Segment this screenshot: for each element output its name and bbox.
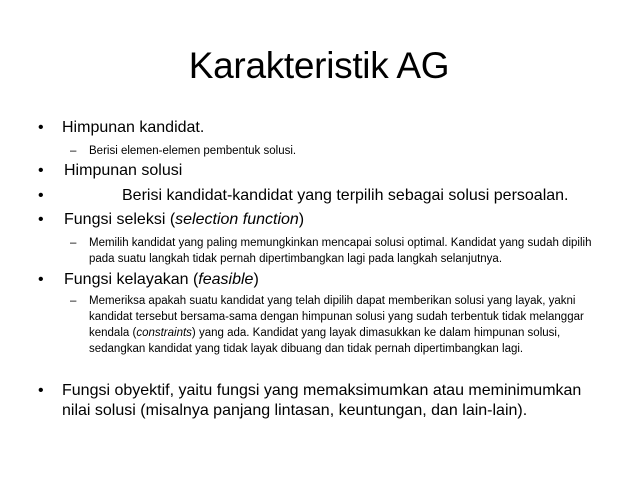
text-suffix: ) bbox=[298, 211, 305, 228]
bullet-text bbox=[64, 210, 620, 230]
sub-text-italic: constraints bbox=[136, 327, 192, 339]
dash-icon: – bbox=[70, 295, 77, 307]
bullet-icon: • bbox=[38, 162, 44, 179]
bullet-text: Fungsi obyektif, yaitu fungsi yang memaksimumkan atau meminimumkan nilai solusi (misalnya panjang lintasan, keuntungan, dan lain-lain). bbox=[62, 382, 582, 419]
sub-text-suffix: ) yang ada. Kandidat yang layak dimasukkan ke dalam himpunan solusi, sedangkan kandidat yang tidak layak dibuang dan tidak pernah dipertimbangkan lagi. bbox=[89, 327, 561, 355]
bullet-text: Himpunan kandidat. bbox=[62, 119, 205, 136]
sub-text-prefix: Memeriksa apakah suatu kandidat yang telah dipilih dapat memberikan solusi yang layak, yakni kandidat tersebut bersama-sama dengan himpunan solusi yang sudah terbentuk tidak melanggar kendala ( bbox=[89, 295, 584, 339]
dash-icon: – bbox=[70, 237, 77, 249]
bullet-icon: • bbox=[38, 382, 44, 399]
bullet-icon: • bbox=[38, 211, 44, 228]
bullet-text bbox=[64, 270, 620, 290]
sub-text bbox=[89, 293, 605, 357]
text-prefix: Fungsi kelayakan ( bbox=[64, 271, 199, 288]
bullet-text: Himpunan solusi bbox=[64, 162, 183, 179]
text-italic: feasible bbox=[198, 271, 254, 288]
text-italic: selection function bbox=[175, 211, 299, 228]
bullet-text: Berisi kandidat-kandidat yang terpilih sebagai solusi persoalan. bbox=[122, 187, 569, 204]
bullet-icon: • bbox=[38, 119, 44, 136]
sub-text: Memilih kandidat yang paling memungkinkan mencapai solusi optimal. Kandidat yang sudah dipilih pada suatu langkah tidak pernah dipertimbangkan lagi pada langkah selanjutnya. bbox=[89, 237, 592, 265]
bullet-icon: • bbox=[38, 271, 44, 288]
text-suffix: ) bbox=[253, 271, 259, 288]
dash-icon: – bbox=[70, 145, 77, 157]
slide-title: Karakteristik AG bbox=[188, 45, 450, 86]
bullet-icon: • bbox=[38, 187, 44, 204]
sub-text: Berisi elemen-elemen pembentuk solusi. bbox=[89, 145, 297, 157]
text-prefix: Fungsi seleksi ( bbox=[64, 211, 176, 228]
